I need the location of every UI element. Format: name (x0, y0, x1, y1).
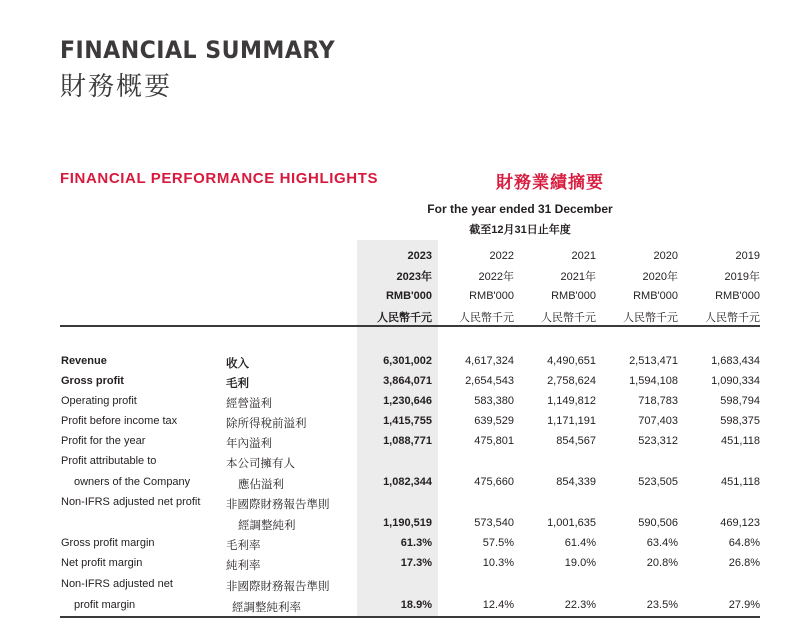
column-year-chinese: 2021年 (560, 271, 596, 283)
table-cell-2019: 598,375 (720, 415, 760, 427)
table-cell-2020: 20.8% (646, 557, 678, 569)
table-cell-2019: 26.8% (728, 557, 760, 569)
column-year-chinese: 2020年 (642, 271, 678, 283)
table-cell-2023: 1,190,519 (383, 516, 432, 529)
table-cell-2023: 1,088,771 (383, 435, 432, 447)
row-label-chinese-continued: 經調整純利率 (232, 601, 301, 614)
page-title-chinese: 財務概要 (60, 72, 173, 102)
table-cell-2021: 1,171,191 (547, 415, 596, 427)
table-cell-2022: 2,654,543 (465, 375, 514, 387)
row-label: Profit for the year (61, 435, 146, 447)
table-cell-2019: 451,118 (721, 475, 760, 488)
table-cell-2023: 61.3% (400, 537, 432, 549)
column-unit: RMB'000 (715, 290, 760, 302)
period-label-chinese: 截至12月31日止年度 (469, 224, 571, 236)
table-cell-2023: 1,230,646 (383, 395, 432, 407)
column-year: 2021 (571, 250, 596, 262)
table-cell-2022: 10.3% (482, 557, 514, 569)
row-label-chinese: 毛利 (226, 378, 249, 390)
column-year: 2019 (735, 250, 760, 262)
table-cell-2020: 523,505 (638, 475, 678, 488)
row-label-chinese: 非國際財務報告準則 (226, 499, 330, 511)
row-label-chinese: 除所得稅前溢利 (226, 418, 307, 430)
table-cell-2020: 63.4% (646, 537, 678, 549)
column-unit: RMB'000 (469, 290, 514, 302)
table-cell-2022: 57.5% (482, 537, 514, 549)
column-unit: RMB'000 (633, 290, 678, 302)
table-cell-2020: 1,594,108 (629, 375, 678, 387)
row-label: Revenue (61, 355, 107, 367)
table-cell-2021: 2,758,624 (547, 375, 596, 387)
column-unit-chinese: 人民幣千元 (459, 312, 514, 324)
row-label-chinese: 經營溢利 (226, 398, 272, 410)
table-cell-2023: 1,082,344 (383, 475, 432, 488)
table-cell-2020: 590,506 (638, 516, 678, 529)
table-cell-2023: 3,864,071 (383, 375, 432, 387)
row-label-chinese: 本公司擁有人 (226, 458, 295, 470)
header-divider (60, 325, 760, 327)
row-label: Non-IFRS adjusted net profit (61, 496, 201, 508)
column-unit: RMB'000 (551, 290, 596, 302)
row-label-chinese: 年內溢利 (226, 438, 272, 450)
row-label-chinese: 純利率 (226, 560, 261, 572)
table-cell-2021: 61.4% (564, 537, 596, 549)
row-label-chinese: 收入 (226, 358, 249, 370)
table-cell-2023: 6,301,002 (383, 355, 432, 367)
table-cell-2019: 469,123 (720, 516, 760, 529)
row-label: Gross profit (61, 375, 124, 387)
table-cell-2021: 1,149,812 (547, 395, 596, 407)
table-cell-2022: 12.4% (482, 598, 514, 611)
column-unit-chinese: 人民幣千元 (541, 312, 596, 324)
table-cell-2019: 1,090,334 (711, 375, 760, 387)
table-cell-2022: 639,529 (474, 415, 514, 427)
row-label-continued: profit margin (74, 598, 136, 611)
table-cell-2023: 18.9% (400, 598, 432, 611)
table-cell-2020: 523,312 (638, 435, 678, 447)
table-cell-2020: 707,403 (638, 415, 678, 427)
table-cell-2019: 27.9% (728, 598, 760, 611)
row-label: Operating profit (61, 395, 137, 407)
section-title: FINANCIAL PERFORMANCE HIGHLIGHTS (60, 170, 379, 187)
section-title-chinese: 財務業績摘要 (496, 173, 604, 192)
row-label-chinese-continued: 經調整純利 (238, 519, 296, 532)
column-year: 2020 (653, 250, 678, 262)
table-cell-2021: 854,339 (556, 475, 596, 488)
table-cell-2020: 2,513,471 (629, 355, 678, 367)
page-title: FINANCIAL SUMMARY (60, 36, 336, 64)
row-label: Gross profit margin (61, 537, 155, 549)
table-bottom-rule (60, 616, 760, 618)
table-cell-2021: 1,001,635 (547, 516, 596, 529)
table-cell-2023: 1,415,755 (383, 415, 432, 427)
table-cell-2021: 22.3% (564, 598, 596, 611)
table-cell-2020: 23.5% (646, 598, 678, 611)
table-cell-2021: 854,567 (556, 435, 596, 447)
row-label: Profit before income tax (61, 415, 178, 427)
row-label-continued: owners of the Company (74, 475, 191, 488)
column-year: 2022 (489, 250, 514, 262)
table-cell-2019: 1,683,434 (711, 355, 760, 367)
table-cell-2020: 718,783 (638, 395, 678, 407)
table-cell-2019: 598,794 (720, 395, 760, 407)
row-label-chinese: 非國際財務報告準則 (226, 581, 330, 593)
column-year: 2023 (407, 250, 432, 262)
period-label: For the year ended 31 December (427, 202, 613, 216)
column-year-chinese: 2023年 (396, 271, 432, 283)
table-cell-2022: 573,540 (474, 516, 514, 529)
column-unit-chinese: 人民幣千元 (705, 312, 760, 324)
column-year-chinese: 2022年 (478, 271, 514, 283)
row-label-chinese: 毛利率 (226, 540, 261, 552)
table-cell-2023: 17.3% (400, 557, 432, 569)
table-cell-2022: 583,380 (474, 395, 514, 407)
row-label-chinese-continued: 應佔溢利 (238, 478, 284, 491)
row-label: Profit attributable to (61, 455, 157, 467)
column-unit-chinese: 人民幣千元 (623, 312, 678, 324)
column-unit: RMB'000 (385, 290, 432, 302)
table-cell-2022: 475,660 (474, 475, 514, 488)
column-year-chinese: 2019年 (724, 271, 760, 283)
row-label: Net profit margin (61, 557, 143, 569)
table-cell-2019: 64.8% (728, 537, 760, 549)
table-cell-2021: 19.0% (564, 557, 596, 569)
table-cell-2022: 4,617,324 (465, 355, 514, 367)
table-cell-2021: 4,490,651 (547, 355, 596, 367)
table-cell-2019: 451,118 (721, 435, 760, 447)
column-unit-chinese: 人民幣千元 (377, 312, 432, 324)
table-cell-2022: 475,801 (474, 435, 514, 447)
row-label: Non-IFRS adjusted net (61, 578, 173, 590)
